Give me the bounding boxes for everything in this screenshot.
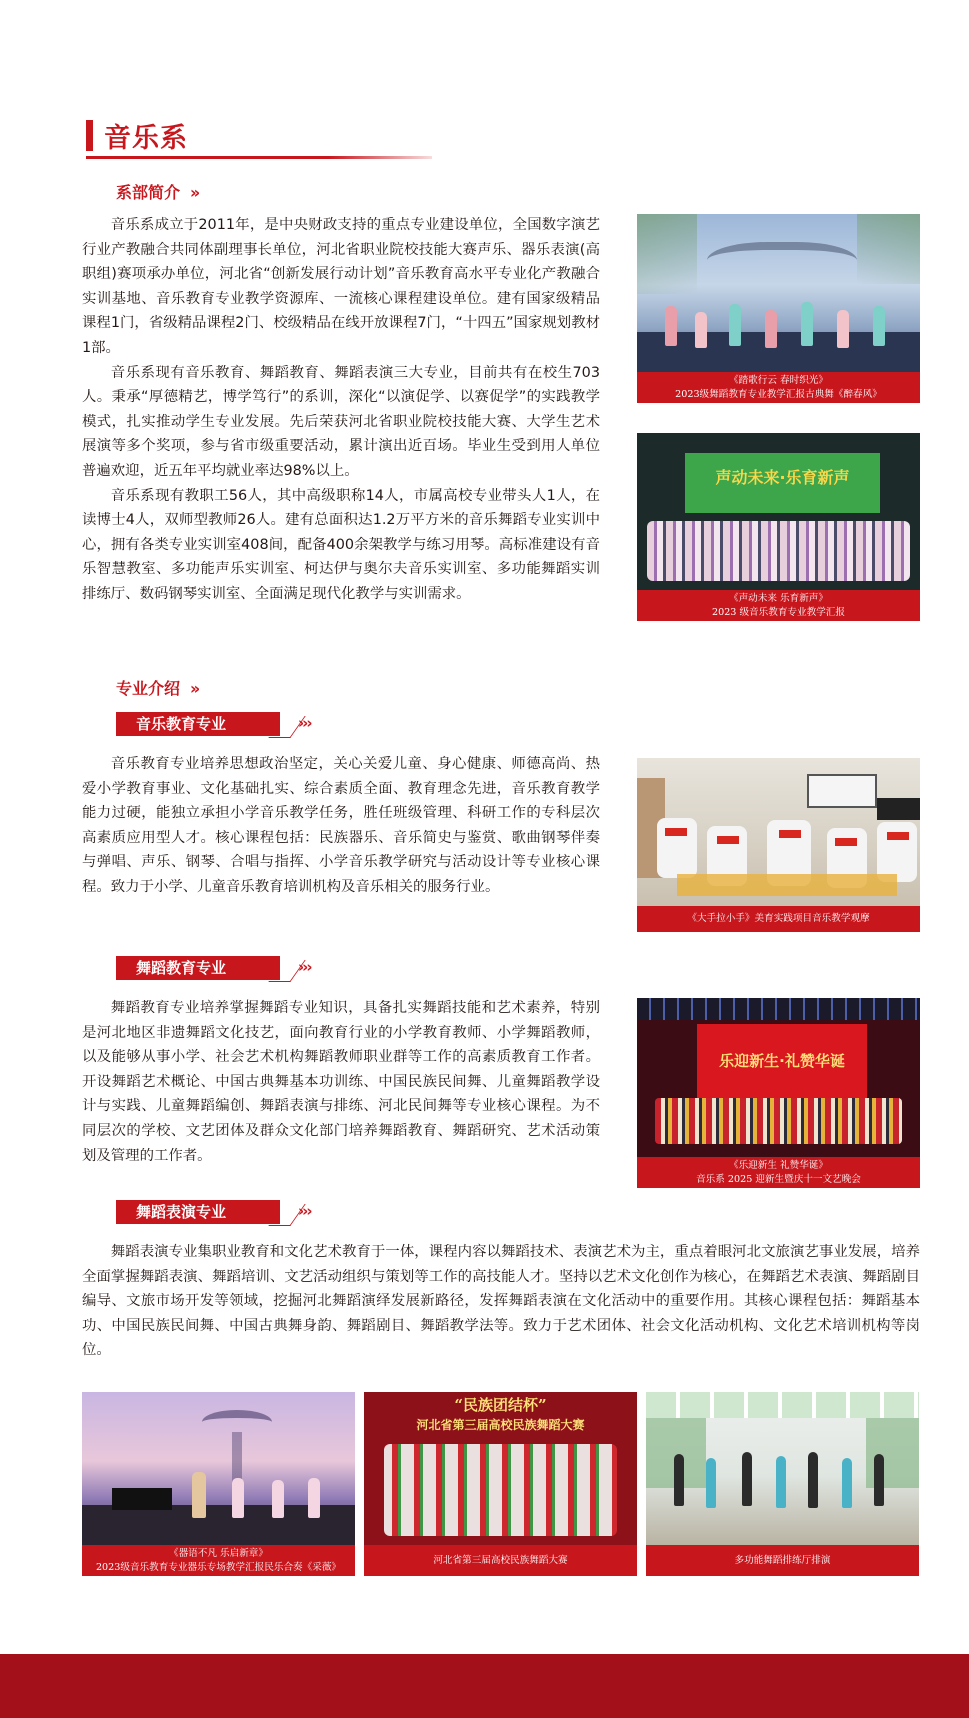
photo-ethnic-dance-contest [364, 1392, 637, 1576]
caption-line: 《大手拉小手》美育实践项目音乐教学观摩 [687, 913, 870, 924]
major-paragraph: 舞蹈教育专业培养掌握舞蹈专业知识，具备扎实舞蹈技能和艺术素养，特别是河北地区非遗舞蹈文化技艺，面向教育行业的小学教育教师、小学舞蹈教师，以及能够从事小学、社会艺术机构舞蹈教师职业群等工作的高素质教育工作者。开设舞蹈艺术概论、中国古典舞基本功训练、中国民族民间舞、儿童舞蹈教学设计与实践、儿童舞蹈编创、舞蹈表演与排练、河北民间舞等专业核心课程。为不同层次的学校、文艺团体及群众文化部门培养舞蹈教育、舞蹈研究、艺术活动策划及管理的工作者。 [82, 1000, 600, 1164]
major-tag-label: 音乐教育专业 [116, 712, 280, 736]
intro-paragraph: 音乐系现有教职工56人，其中高级职称14人，市属高校专业带头人1人，在读博士4人，双师型教师26人。建有总面积达1.2万平方米的音乐舞蹈专业实训中心，拥有各类专业实训室408间，配备400余架教学与练习用琴。高标准建设有音乐智慧教室、多功能声乐实训室、柯达伊与奥尔夫音乐实训室、多功能舞蹈实训排练厅、数码钢琴实训室、全面满足现代化教学与实训需求。 [82, 487, 600, 602]
caption-line: 多功能舞蹈排练厅排演 [734, 1554, 831, 1566]
photo-caption [637, 372, 920, 403]
major-tag-label: 舞蹈表演专业 [116, 1200, 280, 1224]
title-accent-bar [86, 120, 93, 151]
photo-image [637, 214, 920, 372]
major-paragraph: 舞蹈表演专业集职业教育和文化艺术教育于一体，课程内容以舞蹈技术、表演艺术为主，重点着眼河北文旅演艺事业发展，培养全面掌握舞蹈表演、舞蹈培训、文艺活动组织与策划等工作的高技能人才。坚持以艺术文化创作为核心，在舞蹈艺术表演、舞蹈剧目编导、文旅市场开发等领域，挖掘河北舞蹈演绎发展新路径，发挥舞蹈表演在文化活动中的重要作用。其核心课程包括：舞蹈基本功、中国民族民间舞、中国古典舞身韵、舞蹈剧目、舞蹈教学法等。致力于艺术团体、社会文化活动机构、文化艺术培训机构等岗位。 [82, 1244, 920, 1359]
photo-banner-text: 声动未来·乐育新声 [715, 468, 850, 487]
footer-bar [0, 1654, 969, 1718]
caption-line: 河北省第三届高校民族舞蹈大赛 [433, 1554, 568, 1566]
double-chevron-icon: ›› [190, 183, 198, 202]
photo-banner-text: 河北省第三届高校民族舞蹈大赛 [416, 1418, 585, 1432]
intro-heading [116, 180, 197, 203]
photo-caption [637, 906, 920, 932]
triple-chevron-icon: ››› [298, 714, 311, 732]
photo-caption [82, 1545, 355, 1576]
photo-music-education-report [637, 433, 920, 621]
triple-chevron-icon: ››› [298, 958, 311, 976]
caption-line: 2023级音乐教育专业器乐专场教学汇报民乐合奏《采薇》 [95, 1561, 342, 1573]
major-tag-label: 舞蹈教育专业 [116, 956, 280, 980]
caption-line: 《声动未来 乐育新声》 [729, 592, 828, 604]
photo-image [646, 1392, 919, 1545]
intro-paragraph: 音乐系成立于2011年，是中央财政支持的重点专业建设单位，全国数字演艺行业产教融合共同体副理事长单位，河北省职业院校技能大赛声乐、器乐表演(高职组)赛项承办单位，河北省“创新发展行动计划”音乐教育高水平专业化产教融合实训基地、音乐教育专业教学资源库、一流核心课程建设单位。建有国家级精品课程1门，省级精品课程2门、校级精品在线开放课程7门，“十四五”国家规划教材1部。 [82, 217, 600, 356]
photo-classroom-observation [637, 758, 920, 932]
photo-banner-text: “民族团结杯” [454, 1396, 547, 1414]
photo-image [637, 998, 920, 1157]
caption-line: 音乐系 2025 迎新生暨庆十一文艺晚会 [696, 1173, 861, 1185]
major-text-dance-education [82, 996, 600, 1168]
photo-image [637, 758, 920, 906]
title-underline [86, 156, 432, 159]
photo-caption [646, 1545, 919, 1576]
intro-paragraph: 音乐系现有音乐教育、舞蹈教育、舞蹈表演三大专业，目前共有在校生703人。秉承“厚德精艺，博学笃行”的系训，深化“以演促学、以赛促学”的实践教学模式，扎实推动学生专业发展。先后荣获河北省职业院校技能大赛、大学生艺术展演等多个奖项，参与省市级重要活动，累计演出近百场。毕业生受到用人单位普遍欢迎，近五年平均就业率达98%以上。 [82, 364, 600, 479]
photo-image [82, 1392, 355, 1545]
major-paragraph: 音乐教育专业培养思想政治坚定，关心关爱儿童、身心健康、师德高尚、热爱小学教育事业、文化基础扎实、综合素质全面、教育理念先进，音乐教育教学能力过硬，能独立承担小学音乐教学任务，胜任班级管理、科研工作的专科层次高素质应用型人才。核心课程包括：民族器乐、音乐简史与鉴赏、歌曲钢琴伴奏与弹唱、声乐、钢琴、合唱与指挥、小学音乐教学研究与活动设计等专业核心课程。致力于小学、儿童音乐教育培训机构及音乐相关的服务行业。 [82, 756, 600, 895]
page-title: 音乐系 [104, 123, 188, 154]
caption-line: 《踏歌行云 春时织光》 [729, 374, 828, 386]
intro-text [82, 213, 600, 607]
double-chevron-icon: ›› [190, 679, 198, 698]
photo-classical-dance [637, 214, 920, 403]
major-text-music-education [82, 752, 600, 900]
major-text-dance-performance [82, 1240, 920, 1363]
caption-line: 《器语不凡 乐启新章》 [169, 1547, 268, 1559]
photo-caption [364, 1545, 637, 1576]
photo-banner-text: 乐迎新生·礼赞华诞 [719, 1052, 845, 1070]
photo-caption [637, 1157, 920, 1188]
caption-line: 2023 级音乐教育专业教学汇报 [712, 606, 845, 618]
photo-image [364, 1392, 637, 1545]
photo-caption [637, 590, 920, 621]
majors-heading-text: 专业介绍 [116, 679, 181, 698]
intro-heading-text: 系部简介 [116, 183, 181, 202]
photo-image [637, 433, 920, 590]
majors-heading [116, 676, 197, 699]
triple-chevron-icon: ››› [298, 1202, 311, 1220]
caption-line: 2023级舞蹈教育专业教学汇报古典舞《醉春风》 [675, 388, 882, 400]
photo-folk-ensemble [82, 1392, 355, 1576]
photo-rehearsal-hall [646, 1392, 919, 1576]
photo-welcome-gala [637, 998, 920, 1188]
caption-line: 《乐迎新生 礼赞华诞》 [729, 1159, 828, 1171]
